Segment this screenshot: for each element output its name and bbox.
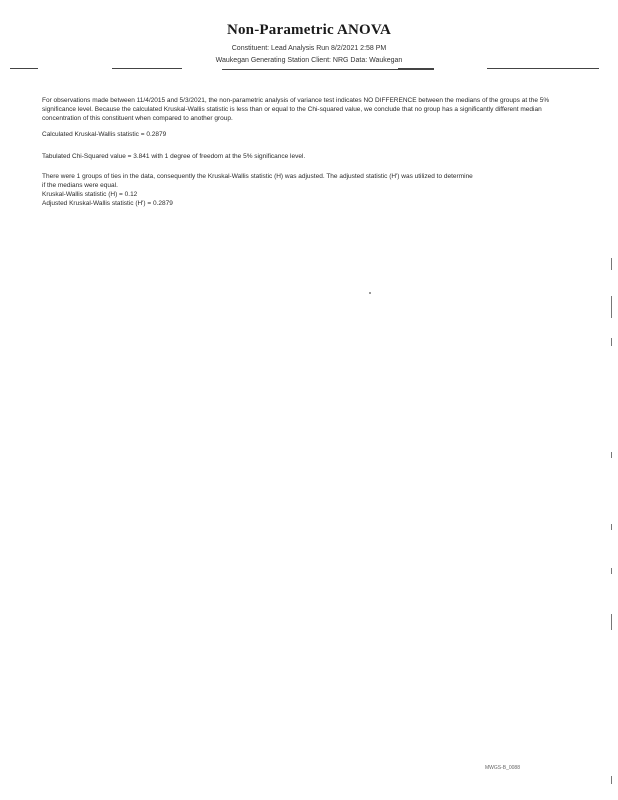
scan-artifact-mark	[611, 776, 612, 784]
scan-artifact-mark	[611, 614, 612, 630]
kruskal-wallis-statistic: Calculated Kruskal-Wallis statistic = 0.2879	[42, 131, 167, 138]
analysis-info: Constituent: Lead Analysis Run 8/2/2021 2:58 PM	[231, 45, 387, 52]
header-rule-right	[487, 68, 599, 69]
site-info: Waukegan Generating Station Client: NRG Data: Waukegan	[215, 57, 403, 64]
page-title: Non-Parametric ANOVA	[226, 22, 392, 38]
header-rule-center	[222, 69, 434, 70]
scan-artifact-mark	[611, 568, 612, 574]
scan-artifact-mark	[611, 258, 612, 270]
ties-line-2: if the medians were equal.	[42, 182, 118, 189]
scan-artifact-mark	[611, 296, 612, 318]
header-rule-left-mid	[112, 68, 182, 69]
scan-artifact-mark	[611, 524, 612, 530]
document-id: MWGS-B_0088	[484, 765, 520, 771]
adjusted-h-statistic: Adjusted Kruskal-Wallis statistic (H') = 0.2879	[42, 200, 173, 207]
h-statistic: Kruskal-Wallis statistic (H) = 0.12	[42, 191, 138, 198]
scan-speck	[369, 292, 371, 294]
ties-line-1: There were 1 groups of ties in the data, consequently the Kruskal-Wallis statistic (H) was adjusted. The adjusted statistic (H') was utilized to determine	[42, 173, 473, 180]
header-rule-left	[10, 68, 38, 69]
chi-squared-value: Tabulated Chi-Squared value = 3.841 with 1 degree of freedom at the 5% significance level.	[42, 153, 306, 160]
scan-artifact-mark	[611, 452, 612, 458]
header-rule-right-mid	[398, 68, 434, 69]
scan-artifact-mark	[611, 338, 612, 346]
conclusion-paragraph: For observations made between 11/4/2015 and 5/3/2021, the non-parametric analysis of variance test indicates NO DIFFERENCE between the medians of the groups at the 5% significance level. Because the calculated Kruskal-Wallis statistic is less than or equal to the Chi-squared value, we conclude that no group has a significantly different median concentration of this constituent when compared to another group.	[42, 97, 550, 122]
ties-adjustment-block	[42, 172, 572, 208]
